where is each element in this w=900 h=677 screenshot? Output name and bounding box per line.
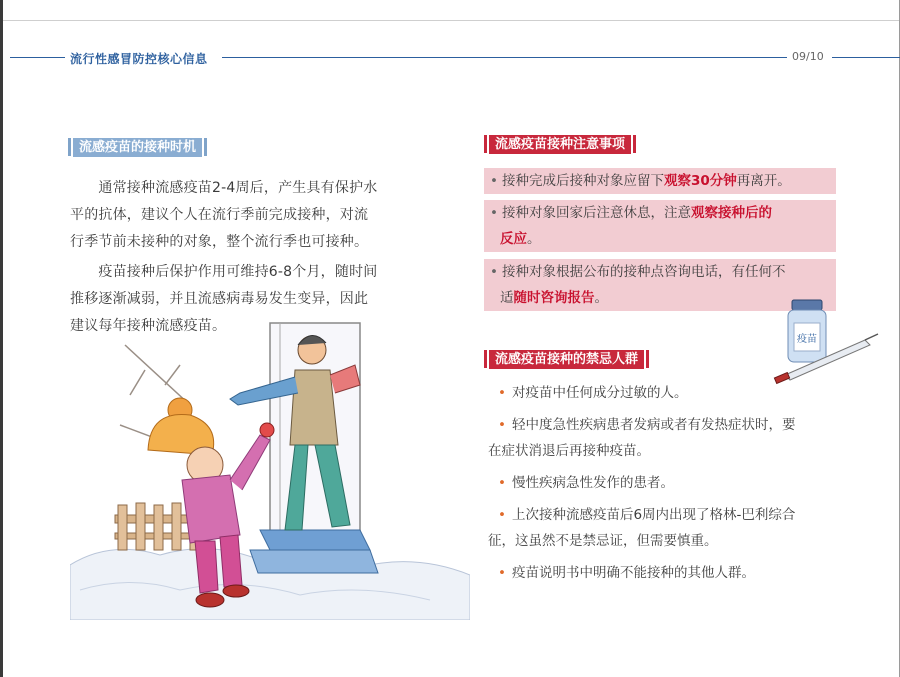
child-leg-right xyxy=(220,535,242,587)
notice-text-cont: 适 xyxy=(500,290,514,306)
notice-highlight-cont: 反应 xyxy=(500,231,527,247)
text-line: 行季节前未接种的对象，整个流行季也可接种。 xyxy=(70,234,369,250)
section-title-text: 流感疫苗接种的禁忌人群 xyxy=(489,350,644,369)
man-vest xyxy=(290,370,338,445)
list-item xyxy=(484,502,844,554)
child-mitten xyxy=(260,423,274,437)
header-rule-right xyxy=(832,57,900,58)
list-item-text-cont: 在症状消退后再接种疫苗。 xyxy=(488,443,650,459)
list-item xyxy=(484,412,844,464)
title-bar-right xyxy=(633,135,636,153)
list-item xyxy=(484,470,844,496)
list-item xyxy=(484,560,844,586)
notice-text: 接种对象回家后注意休息，注意 xyxy=(501,205,691,221)
list-item-text: 对疫苗中任何成分过敏的人。 xyxy=(511,385,688,401)
notice-text-end: 再离开。 xyxy=(736,173,791,189)
header-rule-middle xyxy=(222,57,787,58)
page-frame-left xyxy=(0,0,3,677)
section-title-contraindications xyxy=(484,349,649,369)
header-rule-left xyxy=(10,57,65,58)
timing-paragraph-1 xyxy=(70,175,420,256)
child-arm-raised xyxy=(230,435,270,490)
notice-highlight: 随时咨询报告 xyxy=(513,290,595,306)
vaccine-vial-illustration xyxy=(770,295,880,390)
notice-text: 接种完成后接种对象应留下 xyxy=(501,173,664,189)
child-boot-left xyxy=(196,593,224,607)
bullet-dot: • xyxy=(498,507,506,523)
section-title-notice xyxy=(484,134,636,154)
bullet-dot: • xyxy=(490,205,498,221)
title-bar-left xyxy=(484,350,487,368)
child-boot-right xyxy=(223,585,249,597)
section-title-timing xyxy=(68,137,207,157)
text-line: 疫苗接种后保护作用可维持6-8个月，随时间 xyxy=(70,264,378,280)
notice-highlight: 观察30分钟 xyxy=(663,173,737,189)
bullet-dot: • xyxy=(490,173,498,189)
list-item-text: 轻中度急性疾病患者发病或者有发热症状时，要 xyxy=(511,417,796,433)
notice-item-1 xyxy=(484,168,836,194)
list-item-text-cont: 征，这虽然不是禁忌证，但需要慎重。 xyxy=(488,533,718,549)
bullet-dot: • xyxy=(498,417,506,433)
notice-item-2 xyxy=(484,200,836,252)
text-line: 推移逐渐减弱，并且流感病毒易发生变异，因此 xyxy=(70,291,369,307)
bullet-dot: • xyxy=(490,264,498,280)
list-item xyxy=(484,380,844,406)
title-bar-left xyxy=(68,138,71,156)
text-line: 平的抗体，建议个人在流行季前完成接种，对流 xyxy=(70,207,369,223)
contraindication-list xyxy=(484,380,844,592)
bullet-dot: • xyxy=(498,475,506,491)
list-item-text: 上次接种流感疫苗后6周内出现了格林-巴利综合 xyxy=(511,507,796,523)
notice-text-end: 。 xyxy=(527,231,541,247)
section-title-text: 流感疫苗接种注意事项 xyxy=(489,135,631,154)
door-step-bottom xyxy=(250,550,378,573)
page-number: 09/10 xyxy=(792,50,824,63)
notice-text-end: 。 xyxy=(594,290,608,306)
bullet-dot: • xyxy=(498,565,506,581)
vial-label-text: 疫苗 xyxy=(797,334,817,345)
child-coat xyxy=(182,475,240,543)
header-title: 流行性感冒防控核心信息 xyxy=(70,52,208,66)
winter-door-illustration xyxy=(70,315,470,620)
bullet-dot: • xyxy=(498,385,506,401)
syringe-needle xyxy=(865,334,878,340)
text-line: 通常接种流感疫苗2-4周后，产生具有保护水 xyxy=(70,180,378,196)
door-step-top xyxy=(260,530,370,550)
title-bar-right xyxy=(646,350,649,368)
vial-cap xyxy=(792,300,822,310)
text-line: 建议每年接种流感疫苗。 xyxy=(70,318,227,334)
title-bar-right xyxy=(204,138,207,156)
section-title-text: 流感疫苗的接种时机 xyxy=(73,138,202,157)
list-item-text: 慢性疾病急性发作的患者。 xyxy=(511,475,674,491)
page-frame-top xyxy=(0,0,900,21)
list-item-text: 疫苗说明书中明确不能接种的其他人群。 xyxy=(511,565,755,581)
title-bar-left xyxy=(484,135,487,153)
notice-text: 接种对象根据公布的接种点咨询电话，有任何不 xyxy=(501,264,786,280)
notice-highlight: 观察接种后的 xyxy=(690,205,772,221)
